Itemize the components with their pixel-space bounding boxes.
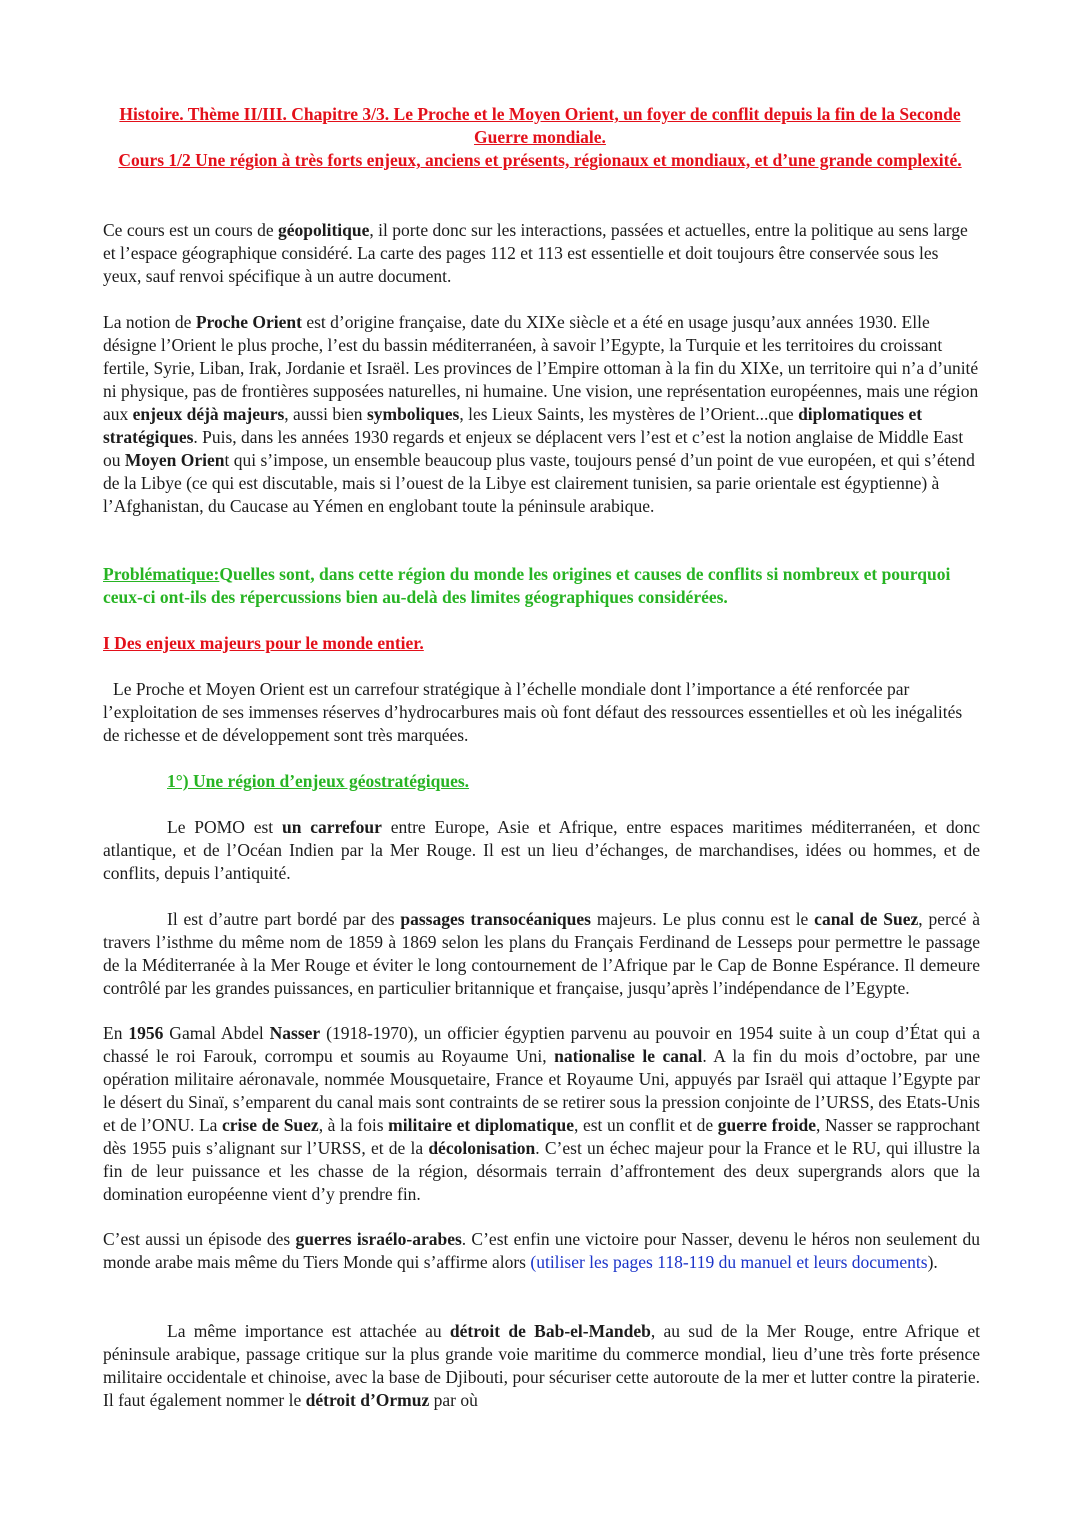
bold-text: géopolitique	[277, 220, 370, 240]
paragraph-nasser	[103, 1022, 980, 1206]
text: Il est d’autre part bordé par des	[167, 909, 401, 929]
text: , au sud de la Mer Rouge, entre Afrique et péninsule arabique, passage critique sur la plus grande voie maritime du commerce mondial, lieu d’une très forte présence militaire occidentale et chinoise, avec la base de Djibouti, pour sécuriser cette autoroute de la mer et lutter contre la piraterie. Il faut également nommer le	[103, 1321, 980, 1410]
text: Le POMO est	[167, 817, 282, 837]
title-line-1: Histoire. Thème II/III. Chapitre 3/3. Le Proche et le Moyen Orient, un foyer de conflit depuis la fin de la Seconde Guerre mondiale.	[119, 104, 961, 147]
section-heading-1: I Des enjeux majeurs pour le monde entier.	[103, 633, 424, 653]
text: . A la fin du mois d’octobre, par une opération militaire aéronavale, nommée Mousquetaire, France et Royaume Uni, appuyés par Israël qui attaque l’Egypte par le désert du Sinaï, s’emparent du canal mais sont contraints de se retirer sous la pression conjointe de l’URSS, des Etats-Unis et de l’ONU. La	[103, 1046, 980, 1135]
bold-text: nationalise le canal	[554, 1046, 703, 1066]
section-intro: Le Proche et Moyen Orient est un carrefour stratégique à l’échelle mondiale dont l’importance a été renforcée par l’exploitation de ses immenses réserves d’hydrocarbures mais où font défaut des ressources essentielles et où les inégalités de richesse et de développement sont très marquées.	[103, 679, 963, 745]
text: est d’origine française, date du XIXe siècle et a été en usage jusqu’aux années 1930. Elle désigne l’Orient le plus proche, l’est du bassin méditerranéen, à savoir l’Egypte, la Turquie et les territoires du croissant fertile, Syrie, Liban, Irak, Jordanie et Israël. Les provinces de l’Empire ottoman à la fin du XIXe, un territoire qui n’a d’unité ni physique, pas de frontières supposées naturelles, ni humaine. Une vision, une représentation européennes, mais une région aux	[103, 312, 979, 424]
bold-text: canal de Suez	[814, 909, 919, 929]
bold-text: détroit d’Ormuz	[305, 1390, 430, 1410]
text: , Nasser se rapprochant dès 1955 puis s’alignant sur l’URSS, et de la	[103, 1115, 980, 1158]
paragraph-israelo-arabes	[103, 1228, 980, 1274]
bold-text: Proche Orient	[195, 312, 302, 332]
bold-text: décolonisation	[428, 1138, 536, 1158]
bold-text: guerre froide	[717, 1115, 816, 1135]
text: , il porte donc sur les interactions, passées et actuelles, entre la politique au sens large et l’espace géographique considéré. La carte des pages 112 et 113 est essentielle et doit toujours être conservée sous les yeux, sauf renvoi spécifique à un autre document.	[103, 220, 968, 286]
text: , les Lieux Saints, les mystères de l’Orient...que	[459, 404, 799, 424]
title-line-2: Cours 1/2 Une région à très forts enjeux, anciens et présents, régionaux et mondiaux, et d’une grande complexité.	[118, 150, 962, 170]
text: , à la fois	[318, 1115, 389, 1135]
text: Ce cours est un cours de	[103, 220, 278, 240]
bold-text: passages transocéaniques	[400, 909, 591, 929]
text: par où	[429, 1390, 478, 1410]
bold-text: Nasser	[269, 1023, 321, 1043]
text: La notion de	[103, 312, 196, 332]
subsection-heading-1: 1°) Une région d’enjeux géostratégiques.	[167, 771, 470, 791]
paragraph-intro	[103, 219, 980, 288]
text: C’est aussi un épisode des	[103, 1229, 296, 1249]
bold-text: militaire et diplomatique	[388, 1115, 574, 1135]
paragraph-proche-orient	[103, 311, 980, 518]
text: (1918-1970), un officier égyptien parvenu au pouvoir en 1954 suite à un coup d’État qui a chassé le roi Farouk, corrompu et soumis au Royaume Uni,	[103, 1023, 980, 1066]
text: ).	[927, 1252, 938, 1272]
bold-text: Moyen Orien	[124, 450, 225, 470]
text: , aussi bien	[284, 404, 367, 424]
paragraph-carrefour	[103, 816, 980, 885]
bold-text: un carrefour	[281, 817, 382, 837]
text: La même importance est attachée au	[167, 1321, 450, 1341]
bold-text: enjeux déjà majeurs	[132, 404, 285, 424]
text: , percé à travers l’isthme du même nom de 1859 à 1869 selon les plans du Français Ferdinand de Lesseps pour permettre le passage de la Méditerranée à la Mer Rouge et éviter le long contournement de l’Afrique par le Cap de Bonne Espérance. Il demeure contrôlé par les grandes puissances, en particulier britannique et française, jusqu’après l’indépendance de l’Egypte.	[103, 909, 980, 998]
text: Gamal Abdel	[163, 1023, 270, 1043]
problematique	[103, 563, 980, 609]
bold-text: diplomatiques et stratégiques	[103, 404, 923, 447]
problematique-text: Quelles sont, dans cette région du monde les origines et causes de conflits si nombreux et pourquoi ceux-ci ont-ils des répercussions bien au-delà des limites géographiques considérées.	[103, 564, 951, 607]
paragraph-bab-el-mandeb	[103, 1320, 980, 1412]
text: . C’est un échec majeur pour la France et le RU, qui illustre la fin de leur puissance et les chasse de la région, désormais terrain d’affrontement des deux supergrands alors que la domination européenne vient d’y prendre fin.	[103, 1138, 980, 1204]
bold-text: symboliques	[366, 404, 460, 424]
manual-reference: (utiliser les pages 118-119 du manuel et leurs documents	[530, 1252, 928, 1272]
document-title	[100, 103, 980, 172]
text: entre Europe, Asie et Afrique, entre espaces maritimes méditerranéen, et donc atlantique, et de l’Océan Indien par la Mer Rouge. Il est un lieu d’échanges, de marchandises, idées ou hommes, et de conflits, depuis l’antiquité.	[103, 817, 980, 883]
text: t qui s’impose, un ensemble beaucoup plus vaste, toujours pensé d’un point de vue européen, et qui s’étend de la Libye (ce qui est discutable, mais si l’ouest de la Libye est clairement tunisien, sa parie orientale est égyptienne) à l’Afghanistan, du Caucase au Yémen en englobant toute la péninsule arabique.	[103, 450, 975, 516]
text: . Puis, dans les années 1930 regards et enjeux se déplacent vers l’est et c’est la notion anglaise de Middle East ou	[103, 427, 964, 470]
bold-text: crise de Suez	[222, 1115, 319, 1135]
bold-text: 1956	[128, 1023, 164, 1043]
bold-text: guerres israélo-arabes	[295, 1229, 462, 1249]
problematique-label: Problématique:	[103, 564, 220, 584]
bold-text: détroit de Bab-el-Mandeb	[449, 1321, 651, 1341]
text: En	[103, 1023, 129, 1043]
paragraph-suez	[103, 908, 980, 1000]
text: majeurs. Le plus connu est le	[590, 909, 815, 929]
text: , est un conflit et de	[573, 1115, 718, 1135]
text: . C’est enfin une victoire pour Nasser, devenu le héros non seulement du monde arabe mais même du Tiers Monde qui s’affirme alors	[103, 1229, 980, 1272]
